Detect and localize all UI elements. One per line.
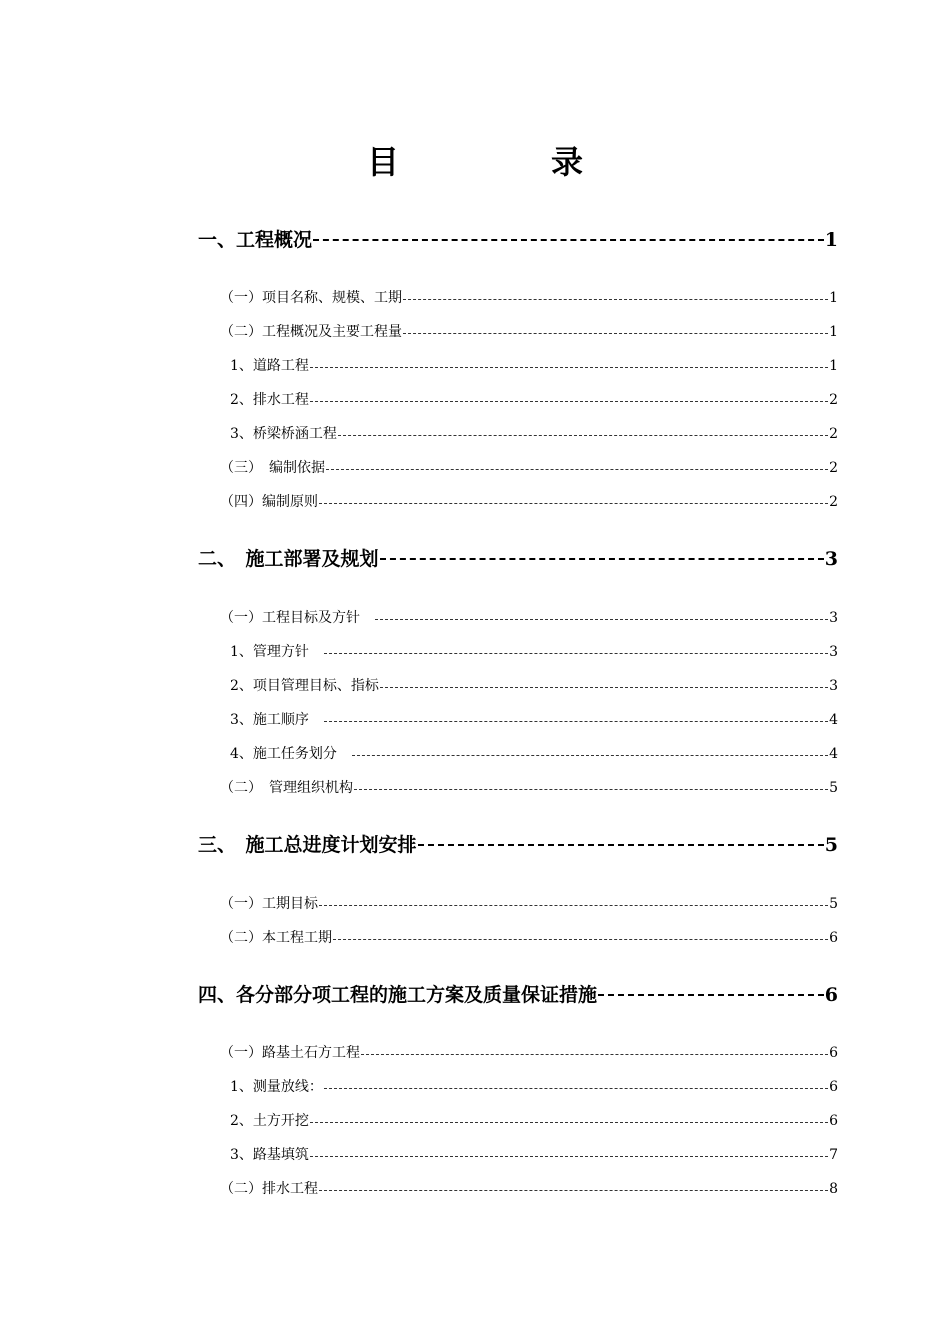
toc-entry-page: 8: [829, 1181, 838, 1197]
toc-entry[interactable]: [198, 831, 838, 859]
toc-entry-label: 3、施工顺序: [230, 712, 323, 728]
toc-entry-page: 2: [829, 494, 838, 510]
toc-entry-label: 四、各分部分项工程的施工方案及质量保证措施: [198, 984, 598, 1006]
toc-leader: [338, 435, 828, 436]
toc-leader: [418, 844, 824, 846]
toc-leader: [403, 299, 828, 300]
toc-leader: [310, 1156, 828, 1157]
toc-entry-label: 三、 施工总进度计划安排: [198, 834, 417, 856]
toc-entry-label: （一）路基土石方工程: [220, 1045, 360, 1061]
toc-leader: [380, 687, 828, 688]
toc-leader: [310, 367, 828, 368]
toc-entry[interactable]: [230, 1077, 838, 1097]
toc-entry-page: 3: [824, 548, 838, 570]
toc-entry-label: 2、排水工程: [230, 392, 309, 408]
toc-entry-label: （一）工期目标: [220, 896, 318, 912]
toc-entry-page: 1: [829, 290, 838, 306]
toc-leader: [324, 721, 828, 722]
toc-entry-label: （二）本工程工期: [220, 930, 332, 946]
toc-entry-label: 4、施工任务划分: [230, 746, 351, 762]
toc-entry[interactable]: [230, 424, 838, 444]
toc-leader: [319, 905, 828, 906]
toc-leader: [352, 755, 828, 756]
toc-entry[interactable]: [230, 710, 838, 730]
toc-entry[interactable]: [230, 642, 838, 662]
toc-leader: [354, 789, 828, 790]
toc-entry[interactable]: [220, 928, 838, 948]
toc-leader: [319, 1190, 828, 1191]
toc-entry-page: 1: [829, 324, 838, 340]
toc-entry[interactable]: [198, 226, 838, 254]
toc-entry-label: 1、道路工程: [230, 358, 309, 374]
toc-entry-label: 1、管理方针: [230, 644, 323, 660]
toc-entry-label: 3、路基填筑: [230, 1147, 309, 1163]
toc-entry[interactable]: [230, 744, 838, 764]
toc-entry-label: 3、桥梁桥涵工程: [230, 426, 337, 442]
toc-entry[interactable]: [220, 492, 838, 512]
toc-entry[interactable]: [220, 894, 838, 914]
toc-entry-label: （三） 编制依据: [220, 460, 325, 476]
toc-entry[interactable]: [220, 458, 838, 478]
toc-entry[interactable]: [230, 1145, 838, 1165]
toc-entry[interactable]: [198, 545, 838, 573]
toc-entry-page: 3: [829, 678, 838, 694]
toc-leader: [324, 1088, 828, 1089]
toc-entry-page: 3: [829, 610, 838, 626]
toc-entry-label: （二）工程概况及主要工程量: [220, 324, 402, 340]
toc-entry-page: 1: [829, 358, 838, 374]
toc-entry-page: 4: [829, 746, 838, 762]
toc-entry-label: 2、土方开挖: [230, 1113, 309, 1129]
toc-entry[interactable]: [198, 981, 838, 1009]
toc-entry-page: 6: [829, 1079, 838, 1095]
toc-entry-page: 6: [824, 984, 838, 1006]
toc-leader: [310, 401, 828, 402]
toc-entry-page: 6: [829, 1045, 838, 1061]
toc-entry[interactable]: [230, 676, 838, 696]
toc-leader: [361, 1054, 828, 1055]
toc-entry-page: 3: [829, 644, 838, 660]
toc-entry[interactable]: [220, 608, 838, 628]
toc-entry[interactable]: [220, 778, 838, 798]
toc-entry-label: （一）工程目标及方针: [220, 610, 374, 626]
toc-leader: [319, 503, 828, 504]
toc-entry-page: 4: [829, 712, 838, 728]
toc-leader: [310, 1122, 828, 1123]
toc-entry[interactable]: [230, 1111, 838, 1131]
toc-entry-page: 2: [829, 392, 838, 408]
toc-entry-page: 6: [829, 1113, 838, 1129]
toc-entry-page: 5: [824, 834, 838, 856]
toc-leader: [375, 619, 828, 620]
toc-entry[interactable]: [220, 288, 838, 308]
toc-entry-label: 二、 施工部署及规划: [198, 548, 379, 570]
toc-entry-label: （四）编制原则: [220, 494, 318, 510]
toc-entry-label: 1、测量放线：: [230, 1079, 323, 1095]
toc-entry-page: 6: [829, 930, 838, 946]
toc-entry-label: （二）排水工程: [220, 1181, 318, 1197]
toc-entry[interactable]: [220, 322, 838, 342]
toc-entry-page: 2: [829, 460, 838, 476]
toc-entry[interactable]: [220, 1179, 838, 1199]
toc-entry-page: 1: [824, 229, 838, 251]
toc-entry-label: 2、项目管理目标、指标: [230, 678, 379, 694]
page-title: 目 录: [366, 143, 643, 181]
toc-entry-page: 2: [829, 426, 838, 442]
toc-entry-label: （二） 管理组织机构: [220, 780, 353, 796]
toc-entry-page: 5: [829, 780, 838, 796]
toc-entry-label: 一、工程概况: [198, 229, 313, 251]
toc-entry-page: 7: [829, 1147, 838, 1163]
toc-leader: [380, 558, 824, 560]
toc-leader: [598, 994, 824, 996]
toc-leader: [403, 333, 828, 334]
toc-entry[interactable]: [230, 356, 838, 376]
toc-leader: [333, 939, 828, 940]
toc-entry-page: 5: [829, 896, 838, 912]
toc-entry-label: （一）项目名称、规模、工期: [220, 290, 402, 306]
toc-leader: [324, 653, 828, 654]
toc-entry[interactable]: [220, 1043, 838, 1063]
toc-entry[interactable]: [230, 390, 838, 410]
toc-leader: [313, 239, 824, 241]
toc-leader: [326, 469, 828, 470]
